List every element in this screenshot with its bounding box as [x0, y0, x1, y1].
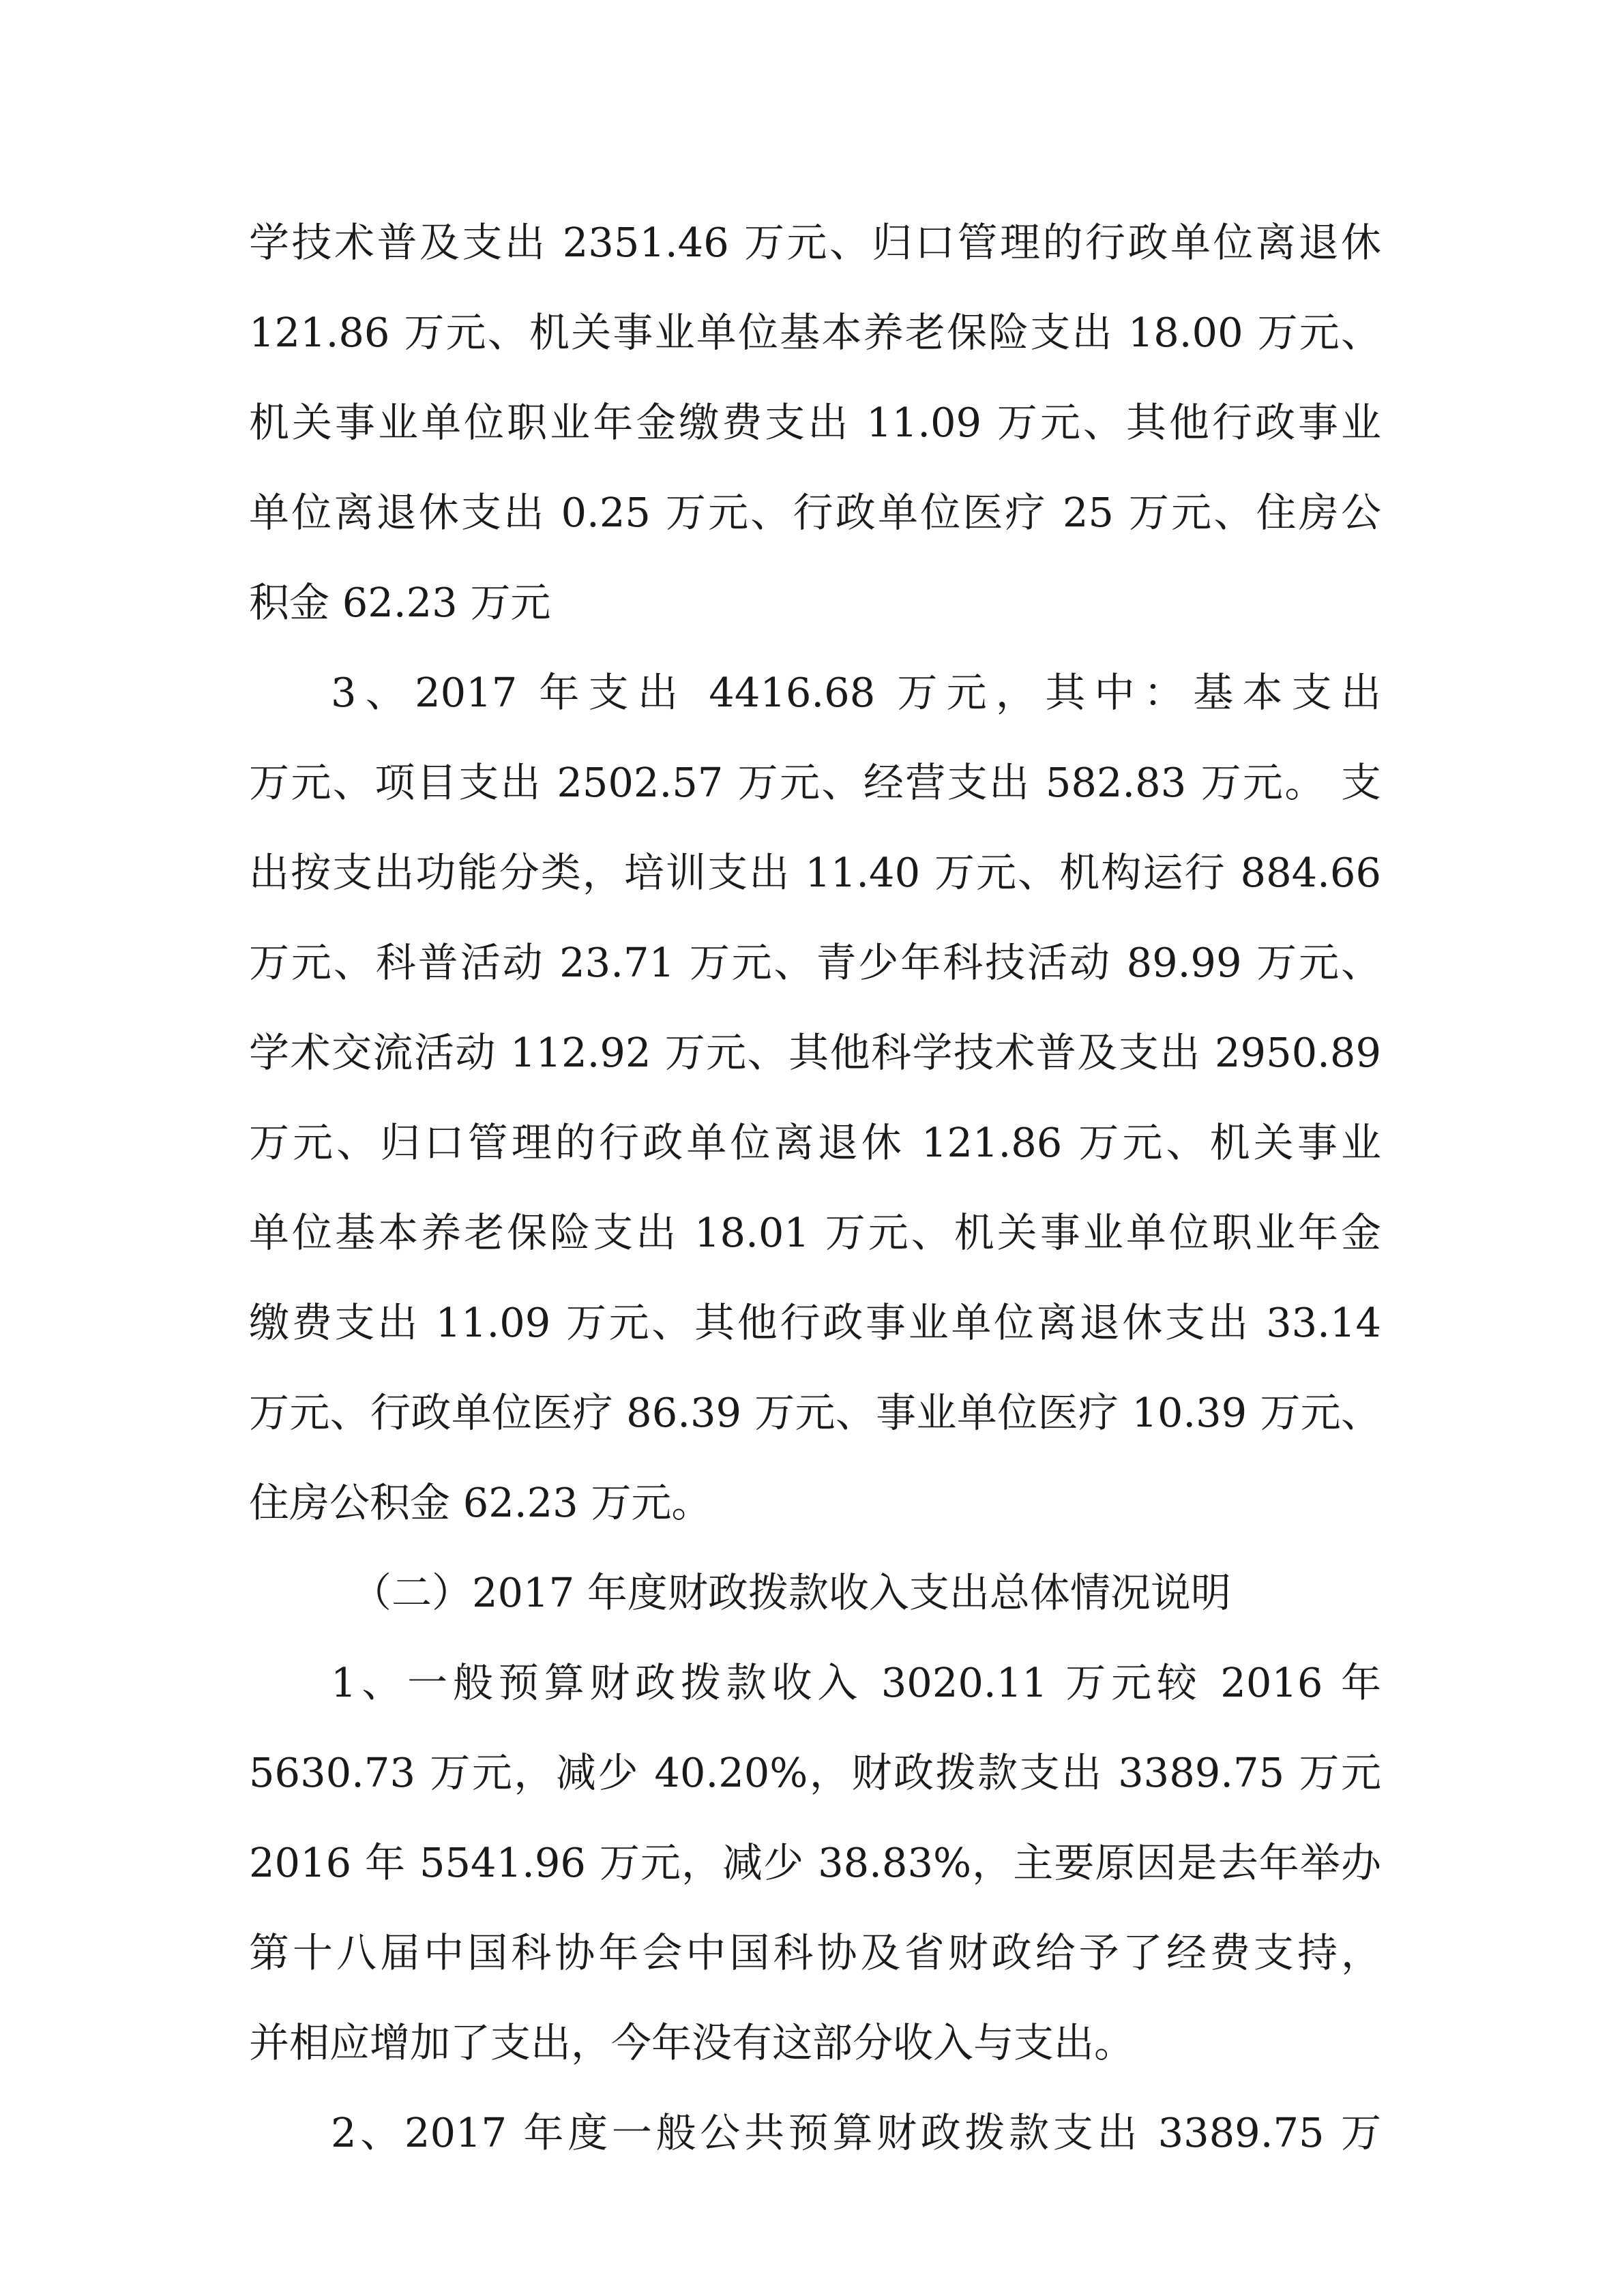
paragraph-line: 121.86 万元、机关事业单位基本养老保险支出 18.00 万元、 [249, 309, 1381, 356]
paragraph-line: 出按支出功能分类，培训支出 11.40 万元、机构运行 884.66 [249, 849, 1381, 896]
paragraph-line: 第十八届中国科协年会中国科协及省财政给予了经费支持， [249, 1929, 1381, 1976]
paragraph-line: 万元、归口管理的行政单位离退休 121.86 万元、机关事业 [249, 1119, 1381, 1166]
paragraph-line: 积金 62.23 万元 [249, 579, 551, 626]
paragraph-line: 3、2017 年支出 4416.68 万元，其中：基本支出 [331, 669, 1381, 716]
paragraph-line: 住房公积金 62.23 万元。 [249, 1479, 712, 1526]
paragraph-line: 单位基本养老保险支出 18.01 万元、机关事业单位职业年金 [249, 1209, 1381, 1256]
paragraph-line: 学技术普及支出 2351.46 万元、归口管理的行政单位离退休 [249, 219, 1381, 266]
paragraph-line: 学术交流活动 112.92 万元、其他科学技术普及支出 2950.89 [249, 1029, 1381, 1076]
paragraph-line: 万元、项目支出 2502.57 万元、经营支出 582.83 万元。 支 [249, 759, 1381, 806]
paragraph-line: 缴费支出 11.09 万元、其他行政事业单位离退休支出 33.14 [249, 1299, 1381, 1346]
paragraph-line: 并相应增加了支出，今年没有这部分收入与支出。 [249, 2019, 1135, 2066]
paragraph-line: 单位离退休支出 0.25 万元、行政单位医疗 25 万元、住房公 [249, 489, 1381, 536]
paragraph-line: 2016 年 5541.96 万元，减少 38.83%，主要原因是去年举办 [249, 1839, 1381, 1886]
paragraph-line: 2、2017 年度一般公共预算财政拨款支出 3389.75 万 [331, 2109, 1381, 2156]
paragraph-line: 万元、科普活动 23.71 万元、青少年科技活动 89.99 万元、 [249, 939, 1381, 986]
paragraph-line: 5630.73 万元，减少 40.20%，财政拨款支出 3389.75 万元 [249, 1749, 1381, 1796]
document-body [249, 198, 1381, 2178]
paragraph-line: 机关事业单位职业年金缴费支出 11.09 万元、其他行政事业 [249, 399, 1381, 446]
paragraph-line: 1、一般预算财政拨款收入 3020.11 万元较 2016 年 [331, 1659, 1381, 1706]
section-heading: （二）2017 年度财政拨款收入支出总体情况说明 [351, 1569, 1231, 1616]
paragraph-line: 万元、行政单位医疗 86.39 万元、事业单位医疗 10.39 万元、 [249, 1389, 1381, 1436]
